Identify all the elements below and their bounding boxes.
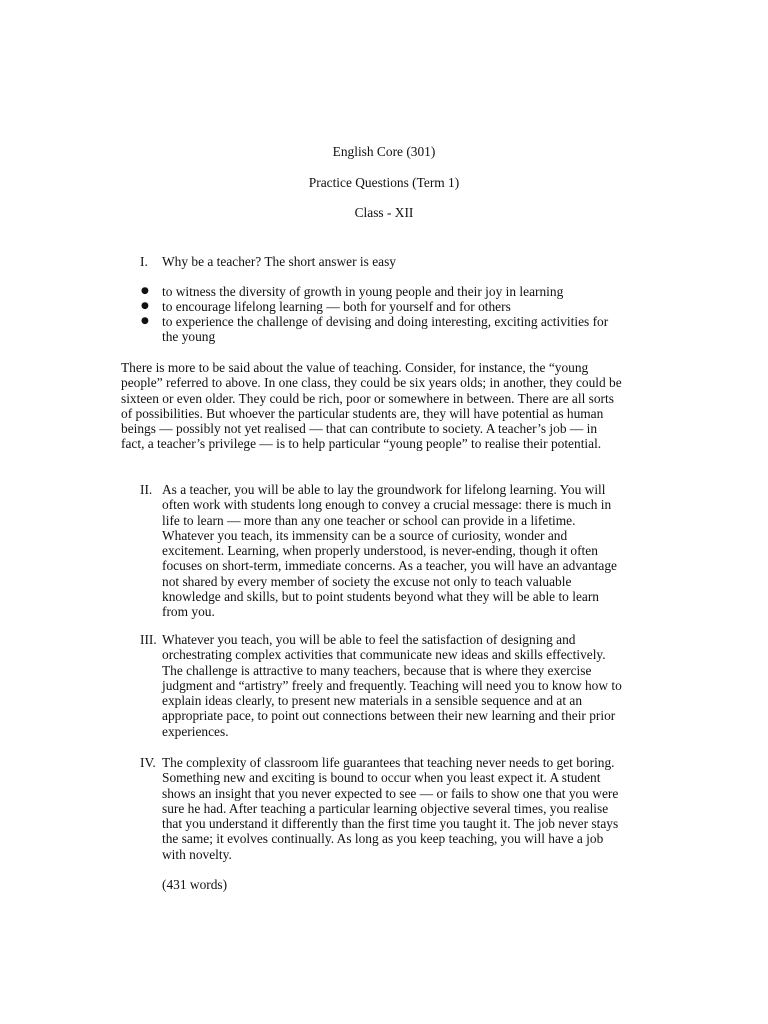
section-4-line: Something new and exciting is bound to occur when you least expect it. A student (162, 770, 601, 786)
section-2-line: excitement. Learning, when properly understood, is never-ending, though it often (162, 543, 598, 559)
bullet-icon: ● (141, 301, 149, 311)
paragraph-line: of possibilities. But whoever the particular students are, they will have potential as human (121, 405, 604, 421)
bullet-line: to encourage lifelong learning — both for yourself and for others (162, 299, 511, 314)
section-2-numeral: II. (140, 482, 153, 497)
section-4-text (162, 755, 652, 862)
section-4-line: that you understand it differently than the first time you taught it. The job never stays (162, 816, 619, 832)
section-2-line: often work with students long enough to convey a crucial message: there is much in (162, 497, 612, 513)
section-2-line: knowledge and skills, but to point students beyond what they will be able to learn (162, 589, 599, 605)
paragraph-line: people” referred to above. In one class, they could be six years olds; in another, they could be (121, 375, 622, 391)
bullet-line: the young (162, 329, 216, 345)
section-4-line: shows an insight that you never expected to see — or fails to show one that you were (162, 785, 619, 801)
bullet-item (162, 314, 642, 345)
section-3-line: orchestrating complex activities that communicate new ideas and skills effectively. (162, 647, 606, 663)
document-subtitle: Practice Questions (Term 1) (308, 175, 460, 190)
paragraph-line: beings — possibly not yet realised — that can contribute to society. A teacher’s job — in (121, 421, 598, 437)
section-2-line: As a teacher, you will be able to lay the groundwork for lifelong learning. You will (162, 482, 606, 497)
paragraph-line: sixteen or even older. They could be rich, poor or somewhere in between. There are all sorts (121, 390, 614, 406)
section-3-text (162, 632, 652, 739)
bullet-icon: ● (141, 286, 149, 296)
section-2-text (162, 482, 652, 620)
paragraph-line: There is more to be said about the value of teaching. Consider, for instance, the “young (121, 360, 589, 375)
section-3-line: experiences. (162, 723, 229, 739)
section-3-line: judgment and “artistry” freely and frequently. Teaching will need you to know how to (162, 677, 622, 693)
section-4-line: the same; it evolves continually. As long as you keep teaching, you will have a job (162, 831, 604, 847)
bullet-line: to witness the diversity of growth in young people and their joy in learning (162, 284, 564, 299)
section-2-line: not shared by every member of society the excuse not only to teach valuable (162, 573, 572, 589)
section-4-line: The complexity of classroom life guarantees that teaching never needs to get boring. (162, 755, 615, 770)
bullet-line: to experience the challenge of devising and doing interesting, exciting activities for (162, 314, 609, 329)
section-3-numeral: III. (140, 632, 157, 647)
class-label: Class - XII (354, 205, 414, 220)
section-1-numeral: I. (140, 254, 148, 269)
section-3-line: Whatever you teach, you will be able to feel the satisfaction of designing and (162, 632, 576, 647)
section-4-line: sure he had. After teaching a particular learning objective several times, you realise (162, 800, 609, 816)
body-paragraph (121, 360, 651, 452)
bullet-item (162, 284, 642, 299)
bullet-item (162, 299, 642, 314)
bullet-icon: ● (141, 316, 149, 326)
section-1-intro: Why be a teacher? The short answer is easy (162, 254, 396, 269)
section-2-line: Whatever you teach, its immensity can be a source of curiosity, wonder and (162, 527, 568, 543)
section-4-line: with novelty. (162, 846, 232, 862)
section-3-line: The challenge is attractive to many teachers, because that is where they exercise (162, 662, 592, 678)
document-title: English Core (301) (332, 144, 436, 159)
section-2-line: focuses on short-term, immediate concerns. As a teacher, you will have an advantage (162, 558, 617, 574)
section-3-line: appropriate pace, to point out connections between their new learning and their prior (162, 708, 616, 724)
section-3-line: explain ideas clearly, to present new materials in a sensible sequence and at an (162, 693, 583, 709)
section-4-numeral: IV. (140, 755, 156, 770)
paragraph-line: fact, a teacher’s privilege — is to help particular “young people” to realise their potential. (121, 436, 602, 452)
section-2-line: from you. (162, 604, 215, 620)
section-2-line: life to learn — more than any one teacher or school can provide in a lifetime. (162, 512, 576, 528)
word-count: (431 words) (162, 877, 228, 892)
